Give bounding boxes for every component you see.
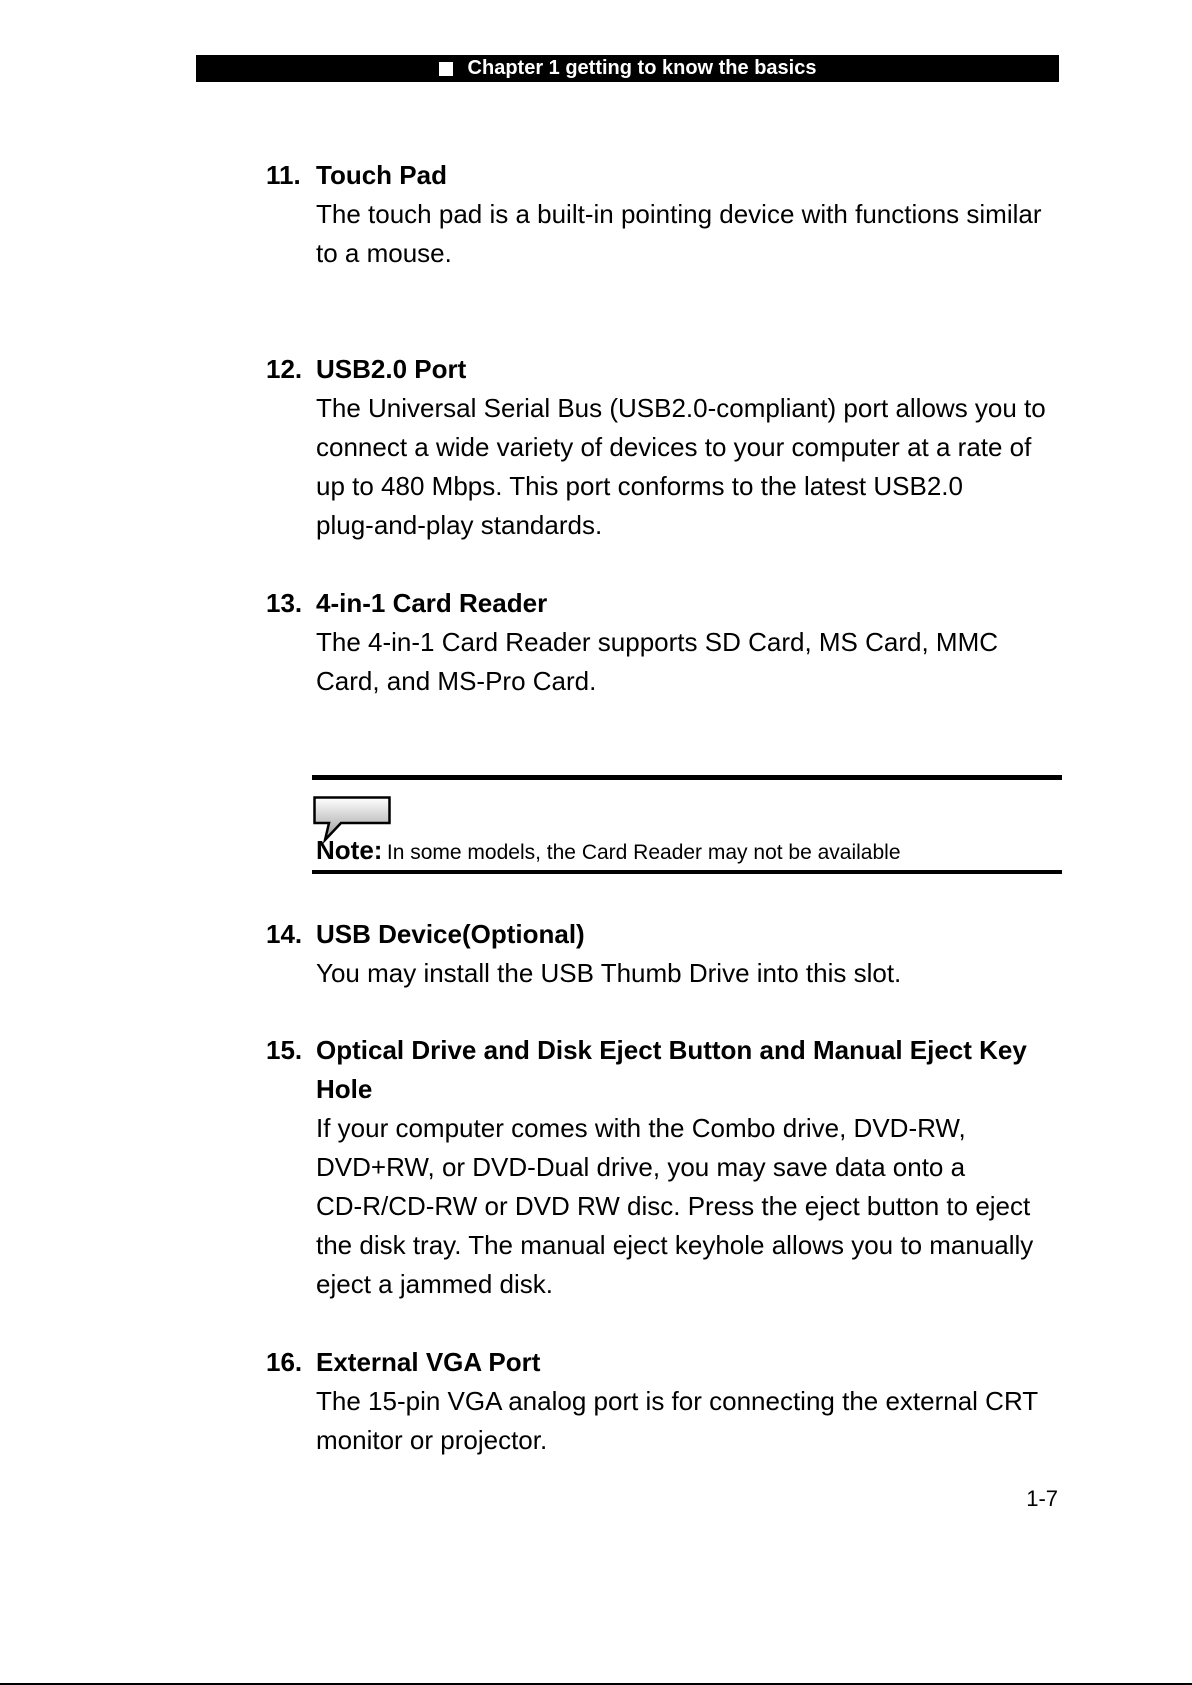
- item-body: [316, 1109, 1066, 1304]
- body-line: to a mouse.: [316, 238, 452, 268]
- page-number: 1-7: [1026, 1486, 1058, 1511]
- body-line: connect a wide variety of devices to your computer at a rate of: [316, 432, 1032, 462]
- item-body: [316, 623, 1066, 701]
- body-line: The 4-in-1 Card Reader supports SD Card, MS Card, MMC: [316, 627, 999, 657]
- body-line: The touch pad is a built-in pointing device with functions similar: [316, 199, 1042, 229]
- list-item-vga-port: [266, 1343, 1066, 1460]
- list-item-touch-pad: [266, 156, 1066, 273]
- chapter-title: Chapter 1 getting to know the basics: [467, 57, 817, 79]
- note-text-line: [316, 835, 901, 866]
- body-line: You may install the USB Thumb Drive into this slot.: [316, 958, 902, 988]
- item-title: USB2.0 Port: [316, 354, 467, 384]
- chapter-header: [196, 55, 1059, 82]
- body-line: plug-and-play standards.: [316, 510, 603, 540]
- list-item-usb-port: [266, 350, 1066, 545]
- title-line: Hole: [316, 1074, 373, 1104]
- item-number: 11.: [266, 160, 301, 190]
- item-title: [316, 1031, 1066, 1109]
- list-item-card-reader: [266, 584, 1066, 701]
- item-title: USB Device(Optional): [316, 919, 585, 949]
- item-title: Touch Pad: [316, 160, 447, 190]
- note-label: Note:: [316, 835, 383, 865]
- note-box: [312, 775, 1062, 874]
- item-number: 12.: [266, 354, 303, 384]
- item-number: 13.: [266, 588, 303, 618]
- body-line: CD-R/CD-RW or DVD RW disc. Press the eject button to eject: [316, 1191, 1031, 1221]
- body-line: monitor or projector.: [316, 1425, 548, 1455]
- item-number: 14.: [266, 919, 303, 949]
- body-line: eject a jammed disk.: [316, 1269, 553, 1299]
- body-line: DVD+RW, or DVD-Dual drive, you may save data onto a: [316, 1152, 966, 1182]
- note-content: In some models, the Card Reader may not be available: [386, 841, 901, 864]
- item-body: [316, 1382, 1066, 1460]
- square-bullet-icon: [439, 62, 453, 76]
- body-line: If your computer comes with the Combo drive, DVD-RW,: [316, 1113, 966, 1143]
- item-body: [316, 954, 1066, 993]
- body-line: the disk tray. The manual eject keyhole allows you to manually: [316, 1230, 1034, 1260]
- item-number: 16.: [266, 1347, 303, 1377]
- item-title: 4-in-1 Card Reader: [316, 588, 548, 618]
- item-body: [316, 195, 1066, 273]
- item-title: External VGA Port: [316, 1347, 541, 1377]
- body-line: up to 480 Mbps. This port conforms to the latest USB2.0: [316, 471, 963, 501]
- title-line: Optical Drive and Disk Eject Button and Manual Eject Key: [316, 1035, 1027, 1065]
- item-body: [316, 389, 1066, 545]
- item-number: 15.: [266, 1035, 303, 1065]
- list-item-usb-device: [266, 915, 1066, 993]
- body-line: Card, and MS-Pro Card.: [316, 666, 597, 696]
- body-line: The Universal Serial Bus (USB2.0-compliant) port allows you to: [316, 393, 1046, 423]
- list-item-optical-drive: [266, 1031, 1066, 1304]
- body-line: The 15-pin VGA analog port is for connecting the external CRT: [316, 1386, 1039, 1416]
